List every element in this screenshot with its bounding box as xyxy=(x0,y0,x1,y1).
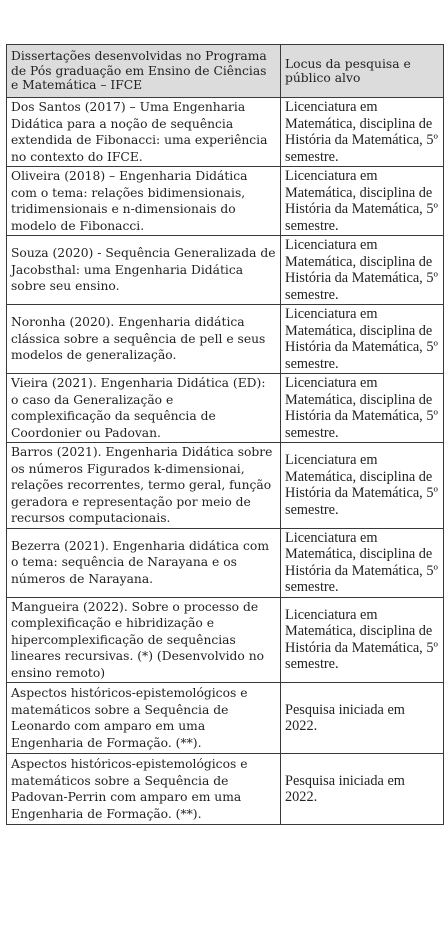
locus-cell: Licenciatura em Matemática, disciplina de História da Matemática, 5º semestre. xyxy=(281,167,444,236)
locus-cell: Licenciatura em Matemática, disciplina de História da Matemática, 5º semestre. xyxy=(281,374,444,443)
table-header-row xyxy=(7,45,444,98)
locus-cell: Licenciatura em Matemática, disciplina de História da Matemática, 5º semestre. xyxy=(281,305,444,374)
table-row xyxy=(7,443,444,529)
header-locus: Locus da pesquisa e público alvo xyxy=(281,45,444,98)
dissertation-cell: Mangueira (2022). Sobre o processo de complexificação e hibridização e hipercomplexificação de sequências lineares recursivas. (*) (Desenvolvido no ensino remoto) xyxy=(7,597,281,683)
table-row xyxy=(7,597,444,683)
dissertation-cell: Vieira (2021). Engenharia Didática (ED): o caso da Generalização e complexificação da sequência de Coordonier ou Padovan. xyxy=(7,374,281,443)
dissertation-cell: Aspectos históricos-epistemológicos e matemáticos sobre a Sequência de Leonardo com amparo em uma Engenharia de Formação. (**). xyxy=(7,683,281,754)
dissertation-cell: Oliveira (2018) – Engenharia Didática com o tema: relações bidimensionais, tridimensionais e n-dimensionais do modelo de Fibonacci. xyxy=(7,167,281,236)
table-row xyxy=(7,236,444,305)
locus-cell: Licenciatura em Matemática, disciplina de História da Matemática, 5º semestre. xyxy=(281,236,444,305)
dissertation-cell: Dos Santos (2017) – Uma Engenharia Didática para a noção de sequência extendida de Fibonacci: uma experiência no contexto do IFCE. xyxy=(7,98,281,167)
locus-cell: Licenciatura em Matemática, disciplina de História da Matemática, 5º semestre. xyxy=(281,98,444,167)
header-dissertations: Dissertações desenvolvidas no Programa de Pós graduação em Ensino de Ciências e Matemática – IFCE xyxy=(7,45,281,98)
table-row xyxy=(7,754,444,825)
table-row xyxy=(7,374,444,443)
dissertation-cell: Aspectos históricos-epistemológicos e matemáticos sobre a Sequência de Padovan-Perrin com amparo em uma Engenharia de Formação. (**). xyxy=(7,754,281,825)
dissertation-cell: Bezerra (2021). Engenharia didática com o tema: sequência de Narayana e os números de Narayana. xyxy=(7,528,281,597)
locus-cell: Licenciatura em Matemática, disciplina de História da Matemática, 5º semestre. xyxy=(281,443,444,529)
table-row xyxy=(7,683,444,754)
dissertations-table xyxy=(6,44,444,825)
table-row xyxy=(7,98,444,167)
locus-cell: Pesquisa iniciada em 2022. xyxy=(281,683,444,754)
dissertation-cell: Souza (2020) - Sequência Generalizada de Jacobsthal: uma Engenharia Didática sobre seu ensino. xyxy=(7,236,281,305)
locus-cell: Pesquisa iniciada em 2022. xyxy=(281,754,444,825)
dissertation-cell: Barros (2021). Engenharia Didática sobre os números Figurados k-dimensionai, relações recorrentes, termo geral, função geradora e representação por meio de recursos computacionais. xyxy=(7,443,281,529)
table-row xyxy=(7,167,444,236)
locus-cell: Licenciatura em Matemática, disciplina de História da Matemática, 5º semestre. xyxy=(281,528,444,597)
dissertation-cell: Noronha (2020). Engenharia didática clássica sobre a sequência de pell e seus modelos de generalização. xyxy=(7,305,281,374)
table-row xyxy=(7,305,444,374)
locus-cell: Licenciatura em Matemática, disciplina de História da Matemática, 5º semestre. xyxy=(281,597,444,683)
table-row xyxy=(7,528,444,597)
